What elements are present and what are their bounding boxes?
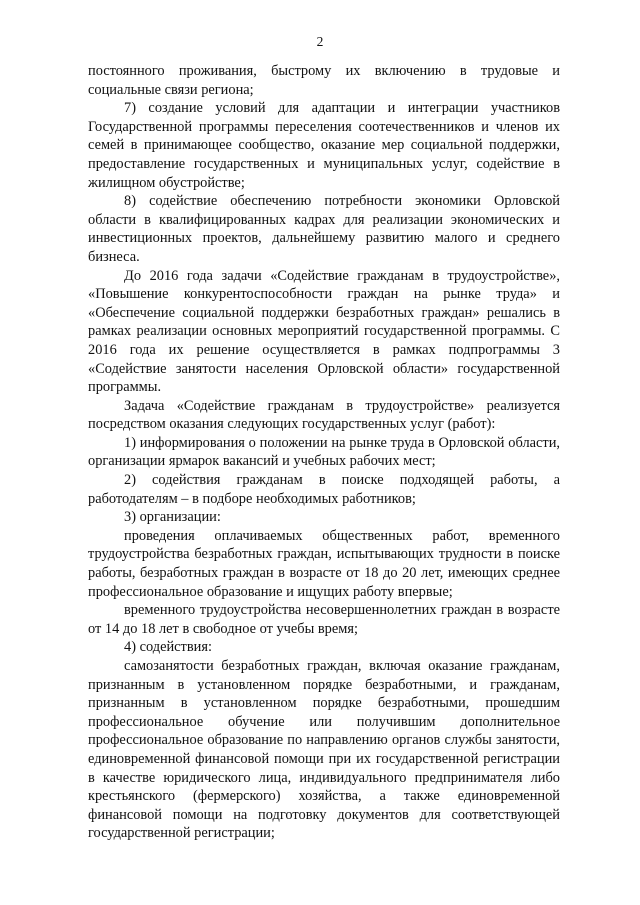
list-item-3: 3) организации: — [124, 509, 221, 526]
list-item-4: 4) содействия: — [124, 639, 212, 656]
paragraph-item-8: 8) содействие обеспечению потребности экономики Орловской области в квалифицированных кадрах для реализации экономических и инвестиционных проектов, дальнейшему развитию малого и среднего бизнеса. — [88, 193, 560, 265]
list-item-3-public-works: проведения оплачиваемых общественных работ, временного трудоустройства безработных граждан, испытывающих трудности в поиске работы, безработных граждан в возрасте от 18 до 20 лет, имеющих среднее профессиональное образование и ищущих работу впервые; — [88, 527, 560, 600]
page-number: 2 — [316, 34, 324, 49]
paragraph-continuation: постоянного проживания, быстрому их включению в трудовые и социальные связи региона; — [88, 63, 560, 98]
list-item-4-self-employment: самозанятости безработных граждан, включая оказание гражданам, признанным в установленном порядке безработными, и гражданам, признанным в установленном порядке безработными, прошедшим профессиональное обучение или получившим дополнительное профессиональное образование по направлению органов службы занятости, единовременной финансовой помощи при их государственной регистрации в качестве юридического лица, индивидуального предпринимателя либо крестьянского (фермерского) хозяйства, а также единовременной финансовой помощи на подготовку документов для соответствующей государственной регистрации; — [88, 658, 560, 842]
list-item-2: 2) содействия гражданам в поиске подходящей работы, а работодателям – в подборе необходимых работников; — [88, 472, 560, 507]
paragraph-item-7: 7) создание условий для адаптации и интеграции участников Государственной программы переселения соотечественников и членов их семей в принимающее сообщество, оказание мер социальной поддержки, предоставление государственных и муниципальных услуг, содействие в жилищном обустройстве; — [88, 100, 560, 191]
list-item-3-minors: временного трудоустройства несовершеннолетних граждан в возрасте от 14 до 18 лет в свободное от учебы время; — [88, 602, 560, 637]
paragraph-task-employment: Задача «Содействие гражданам в трудоустройстве» реализуется посредством оказания следующих государственных услуг (работ): — [88, 397, 560, 433]
paragraph-tasks-until-2016: До 2016 года задачи «Содействие гражданам в трудоустройстве», «Повышение конкурентоспособности граждан на рынке труда» и «Обеспечение социальной поддержки безработных граждан» решались в рамках реализации основных мероприятий государственной программы. С 2016 года их решение осуществляется в рамках подпрограммы 3 «Содействие занятости населения Орловской области» государственной программы. — [88, 267, 560, 396]
document-body — [88, 62, 560, 843]
list-item-1: 1) информирования о положении на рынке труда в Орловской области, организации ярмарок вакансий и учебных рабочих мест; — [88, 434, 560, 470]
